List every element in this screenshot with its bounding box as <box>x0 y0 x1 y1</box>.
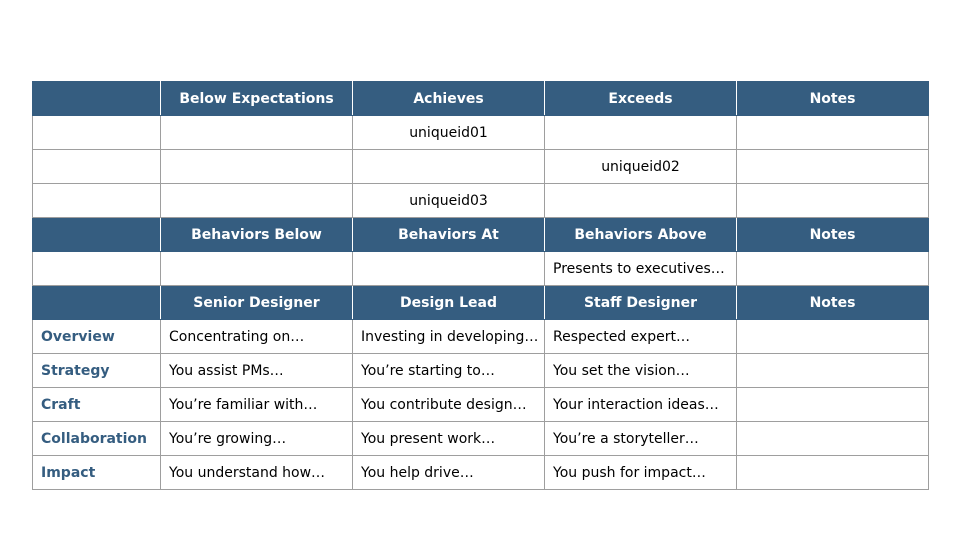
table-cell[interactable] <box>161 116 353 150</box>
table-cell[interactable] <box>33 150 161 184</box>
table-cell[interactable]: Presents to executives… <box>545 252 737 286</box>
header-cell: Notes <box>737 286 929 320</box>
table-cell[interactable] <box>737 184 929 218</box>
table-cell[interactable] <box>33 252 161 286</box>
table-cell[interactable]: You’re growing… <box>161 422 353 456</box>
table-row <box>33 388 929 422</box>
table-cell[interactable] <box>737 422 929 456</box>
row-label: Craft <box>33 388 161 422</box>
table-cell[interactable]: You’re starting to… <box>353 354 545 388</box>
row-label: Collaboration <box>33 422 161 456</box>
table-row <box>33 150 929 184</box>
table-cell[interactable] <box>545 116 737 150</box>
table-cell[interactable]: You understand how… <box>161 456 353 490</box>
row-label: Impact <box>33 456 161 490</box>
table-header-row <box>33 218 929 252</box>
header-cell: Staff Designer <box>545 286 737 320</box>
header-cell: Behaviors Below <box>161 218 353 252</box>
header-cell: Behaviors Above <box>545 218 737 252</box>
header-cell: Design Lead <box>353 286 545 320</box>
table-row <box>33 422 929 456</box>
table-cell[interactable] <box>737 354 929 388</box>
table-cell[interactable] <box>737 116 929 150</box>
table-cell[interactable]: You’re a storyteller… <box>545 422 737 456</box>
table-row <box>33 456 929 490</box>
table-cell[interactable] <box>353 252 545 286</box>
table-cell[interactable]: You assist PMs… <box>161 354 353 388</box>
header-cell: Senior Designer <box>161 286 353 320</box>
header-cell: Notes <box>737 218 929 252</box>
table-row <box>33 252 929 286</box>
header-cell: Notes <box>737 82 929 116</box>
table-cell[interactable] <box>161 184 353 218</box>
header-cell <box>33 82 161 116</box>
table-header-row <box>33 286 929 320</box>
table-cell[interactable] <box>545 184 737 218</box>
table-cell[interactable] <box>353 150 545 184</box>
leveling-table <box>32 81 929 490</box>
table-row <box>33 184 929 218</box>
table-cell[interactable] <box>737 456 929 490</box>
header-cell <box>33 218 161 252</box>
table-cell[interactable]: You contribute design… <box>353 388 545 422</box>
table-cell[interactable]: Concentrating on… <box>161 320 353 354</box>
table-cell[interactable] <box>737 150 929 184</box>
table-cell[interactable]: You set the vision… <box>545 354 737 388</box>
header-cell: Achieves <box>353 82 545 116</box>
table-cell[interactable] <box>737 320 929 354</box>
table-cell[interactable]: Your interaction ideas… <box>545 388 737 422</box>
table-cell[interactable] <box>33 116 161 150</box>
row-label: Strategy <box>33 354 161 388</box>
table-row <box>33 320 929 354</box>
table-header-row <box>33 82 929 116</box>
table-cell[interactable]: uniqueid02 <box>545 150 737 184</box>
table-cell[interactable]: You help drive… <box>353 456 545 490</box>
header-cell: Behaviors At <box>353 218 545 252</box>
row-label: Overview <box>33 320 161 354</box>
table-cell[interactable]: Investing in developing… <box>353 320 545 354</box>
table-cell[interactable]: uniqueid03 <box>353 184 545 218</box>
header-cell: Below Expectations <box>161 82 353 116</box>
table-cell[interactable]: uniqueid01 <box>353 116 545 150</box>
table-row <box>33 354 929 388</box>
header-cell <box>33 286 161 320</box>
header-cell: Exceeds <box>545 82 737 116</box>
table-cell[interactable]: You’re familiar with… <box>161 388 353 422</box>
table-cell[interactable]: Respected expert… <box>545 320 737 354</box>
table-cell[interactable]: You present work… <box>353 422 545 456</box>
table-cell[interactable]: You push for impact… <box>545 456 737 490</box>
table-row <box>33 116 929 150</box>
table-cell[interactable] <box>737 388 929 422</box>
table-cell[interactable] <box>161 150 353 184</box>
table-cell[interactable] <box>33 184 161 218</box>
table-cell[interactable] <box>737 252 929 286</box>
table-cell[interactable] <box>161 252 353 286</box>
